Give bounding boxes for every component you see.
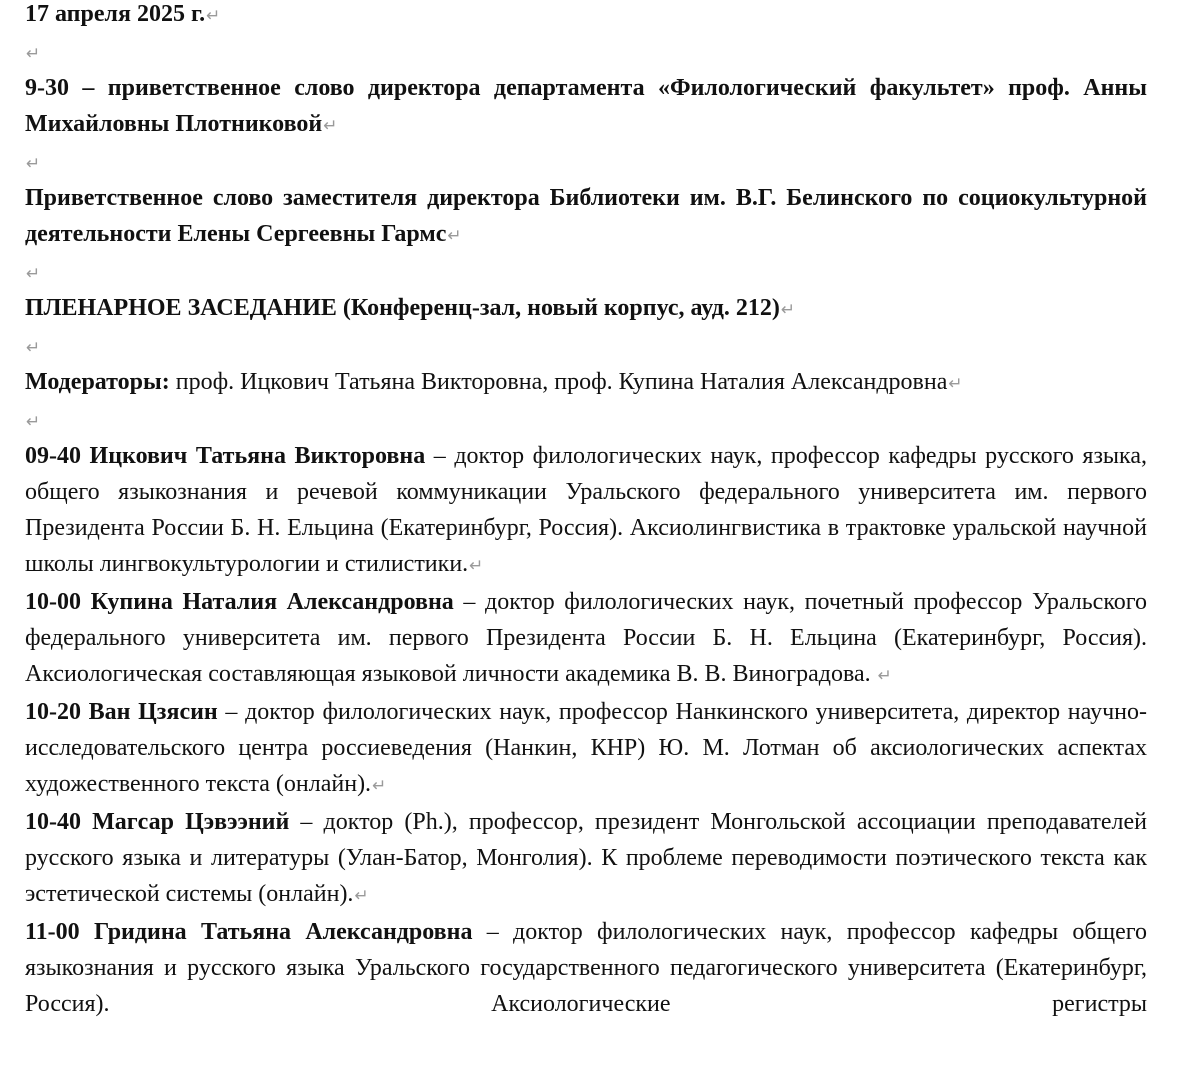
talk-description: – доктор филологических наук, почетный профессор Уральского федерального университета им. первого Президента России Б. Н. Ельцина (Екатеринбург, Россия). Аксиологическая составляющая языковой личности академика В. В. Виноградова. <box>25 589 1148 687</box>
moderators-names: проф. Ицкович Татьяна Викторовна, проф. Купина Наталия Александровна <box>169 369 948 395</box>
plenary-heading-text: ПЛЕНАРНОЕ ЗАСЕДАНИЕ (Конференц-зал, новый корпус, ауд. 212) <box>25 295 780 321</box>
empty-paragraph <box>25 254 1147 290</box>
paragraph-mark-icon: ↵ <box>948 374 963 394</box>
empty-paragraph <box>25 328 1147 364</box>
paragraph-mark-icon: ↵ <box>780 300 796 320</box>
paragraph-mark-icon: ↵ <box>26 44 41 64</box>
talk-speaker: 10-40 Магсар Цэвээний <box>25 809 290 835</box>
date-text: 17 апреля 2025 г. <box>25 1 206 27</box>
date-heading <box>25 0 1147 34</box>
welcome-director-text: 9-30 – приветственное слово директора департамента «Филологический факультет» проф. Анны Михайловны Плотниковой <box>25 75 1147 137</box>
talk-item <box>25 694 1147 804</box>
talk-speaker: 10-00 Купина Наталия Александровна <box>25 589 454 615</box>
plenary-heading <box>25 290 1147 328</box>
welcome-director <box>25 70 1147 144</box>
paragraph-mark-icon: ↵ <box>206 6 221 26</box>
talk-item <box>25 438 1147 584</box>
paragraph-mark-icon: ↵ <box>26 154 41 174</box>
talk-description: – доктор (Ph.), профессор, президент Монгольской ассоциации преподавателей русского языка и литературы (Улан-Батор, Монголия). К проблеме переводимости поэтического текста как эстетической системы (онлайн). <box>25 809 1147 907</box>
paragraph-mark-icon: ↵ <box>26 412 41 432</box>
paragraph-mark-icon: ↵ <box>877 666 892 686</box>
talk-description: – доктор филологических наук, профессор кафедры общего языкознания и русского языка Уральского государственного педагогического университета (Екатеринбург, Россия). Аксиологические регистры <box>25 919 1147 1017</box>
talk-item <box>25 584 1147 694</box>
paragraph-mark-icon: ↵ <box>447 226 462 246</box>
paragraph-mark-icon: ↵ <box>323 116 338 136</box>
welcome-deputy <box>25 180 1147 254</box>
talk-speaker: 10-20 Ван Цзясин <box>25 699 218 725</box>
empty-paragraph <box>25 402 1147 438</box>
paragraph-mark-icon: ↵ <box>26 264 41 284</box>
empty-paragraph <box>25 144 1147 180</box>
paragraph-mark-icon: ↵ <box>372 776 387 796</box>
paragraph-mark-icon: ↵ <box>469 556 484 576</box>
moderators-line <box>25 364 1147 402</box>
paragraph-mark-icon: ↵ <box>354 886 369 906</box>
paragraph-mark-icon: ↵ <box>26 338 41 358</box>
document-page <box>25 0 1147 1022</box>
talk-item <box>25 914 1147 1022</box>
talk-description: – доктор филологических наук, профессор кафедры русского языка, общего языкознания и речевой коммуникации Уральского федерального университета им. первого Президента России Б. Н. Ельцина (Екатеринбург, Россия). Аксиолингвистика в трактовке уральской научной школы лингвокультурологии и стилистики. <box>25 443 1148 577</box>
talk-description: – доктор филологических наук, профессор Нанкинского университета, директор научно-исследовательского центра россиеведения (Нанкин, КНР) Ю. М. Лотман об аксиологических аспектах художественного текста (онлайн). <box>25 699 1147 797</box>
welcome-deputy-text: Приветственное слово заместителя директора Библиотеки им. В.Г. Белинского по социокультурной деятельности Елены Сергеевны Гармс <box>25 185 1147 247</box>
talk-speaker: 09-40 Ицкович Татьяна Викторовна <box>25 443 426 469</box>
empty-paragraph <box>25 34 1147 70</box>
moderators-label: Модераторы: <box>25 369 170 395</box>
talk-speaker: 11-00 Гридина Татьяна Александровна <box>25 919 473 945</box>
talk-item <box>25 804 1147 914</box>
